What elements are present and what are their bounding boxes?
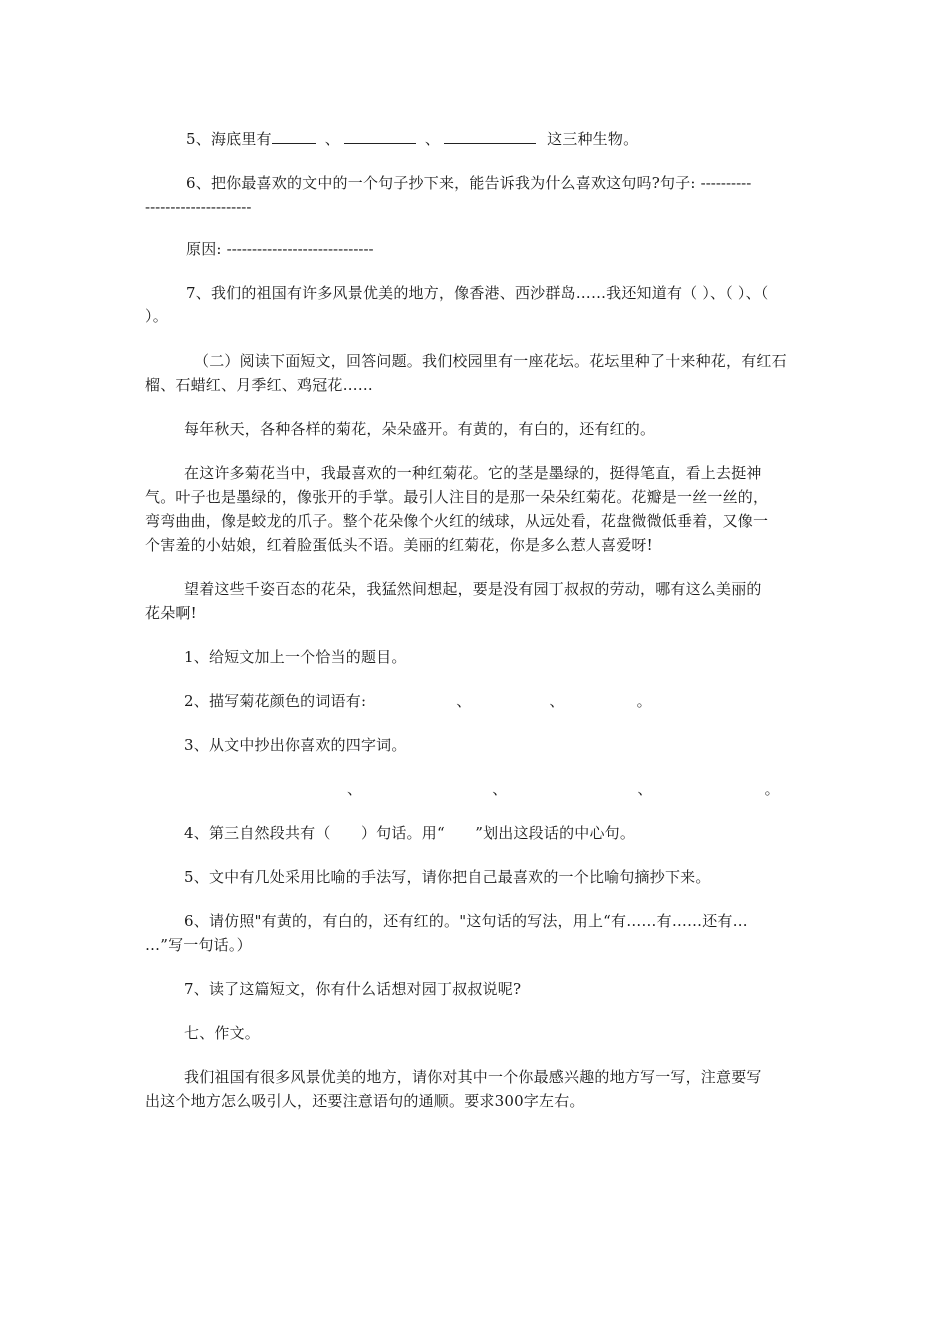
q3-sep3: 、 [637,780,653,798]
q3-separators [347,778,780,800]
q2-sep2: 、 [549,692,565,710]
reading-question-2 [184,690,652,712]
q6-dash-line-1: ---------- [700,174,752,192]
reading-question-5: 5、文中有几处采用比喻的手法写，请你把自己最喜欢的一个比喻句摘抄下来。 [184,868,711,886]
reading-paragraph-3-line-1: 望着这些千姿百态的花朵，我猛然间想起，要是没有园丁叔叔的劳动，哪有这么美丽的 [184,580,762,598]
blank-3[interactable] [444,129,536,144]
reading-paragraph-3-line-2: 花朵啊! [145,604,197,622]
reading-intro-line-1: （二）阅读下面短文，回答问题。我们校园里有一座花坛。花坛里种了十来种花，有红石 [194,352,787,370]
q5-sep2: 、 [424,130,441,148]
question-5-fill [186,128,638,150]
q2-end: 。 [636,692,652,710]
composition-instruction-line-1: 我们祖国有很多风景优美的地方，请你对其中一个你最感兴趣的地方写一写，注意要写 [184,1068,762,1086]
reading-paragraph-2-line-1: 在这许多菊花当中，我最喜欢的一种红菊花。它的茎是墨绿的，挺得笔直，看上去挺神 [184,464,762,482]
reading-paragraph-1: 每年秋天，各种各样的菊花，朵朵盛开。有黄的，有白的，还有红的。 [184,420,656,438]
question-7-line-2: ）。 [145,307,168,325]
reason-dash: ----------------------------- [226,240,374,258]
q3-sep1: 、 [347,780,363,798]
q6-text: 6、把你最喜欢的文中的一个句子抄下来，能告诉我为什么喜欢这句吗?句子: [186,174,696,192]
q5-suffix: 这三种生物。 [547,130,639,148]
reading-question-7: 7、读了这篇短文，你有什么话想对园丁叔叔说呢? [184,980,522,998]
reading-question-6-line-2: …”写一句话。） [145,936,252,954]
reading-question-6-line-1: 6、请仿照"有黄的，有白的，还有红的。"这句话的写法，用上“有……有……还有… [184,912,748,930]
q2-prefix: 2、描写菊花颜色的词语有: [184,692,367,710]
q5-prefix: 5、海底里有 [186,130,272,148]
q3-sep2: 、 [492,780,508,798]
reading-paragraph-2-line-3: 弯弯曲曲，像是蛟龙的爪子。整个花朵像个火红的绒球，从远处看，花盘微微低垂着，又像一 [145,512,769,530]
blank-2[interactable] [344,129,416,144]
composition-heading: 七、作文。 [184,1024,261,1042]
reading-paragraph-2-line-2: 气。叶子也是墨绿的，像张开的手掌。最引人注目的是那一朵朵红菊花。花瓣是一丝一丝的， [145,488,769,506]
reason-label: 原因: [186,240,222,258]
q5-sep1: 、 [324,130,340,148]
reading-question-4: 4、第三自然段共有（ ）句话。用“ ”划出这段话的中心句。 [184,824,636,842]
q6-dash-line-2: --------------------- [145,198,252,216]
question-7-line-1: 7、我们的祖国有许多风景优美的地方，像香港、西沙群岛……我还知道有（ ）、（ ）、（ [186,284,769,302]
reading-intro-line-2: 榴、石蜡红、月季红、鸡冠花…… [145,376,374,394]
question-6 [186,172,751,194]
composition-instruction-line-2: 出这个地方怎么吸引人，还要注意语句的通顺。要求300字左右。 [145,1092,585,1110]
reading-paragraph-2-line-4: 个害羞的小姑娘，红着脸蛋低头不语。美丽的红菊花，你是多么惹人喜爱呀! [145,536,653,554]
reason-line [186,238,374,260]
q2-sep1: 、 [456,692,472,710]
q3-end: 。 [764,780,780,798]
blank-1[interactable] [272,129,316,144]
reading-question-3: 3、从文中抄出你喜欢的四字词。 [184,736,407,754]
reading-question-1: 1、给短文加上一个恰当的题目。 [184,648,407,666]
